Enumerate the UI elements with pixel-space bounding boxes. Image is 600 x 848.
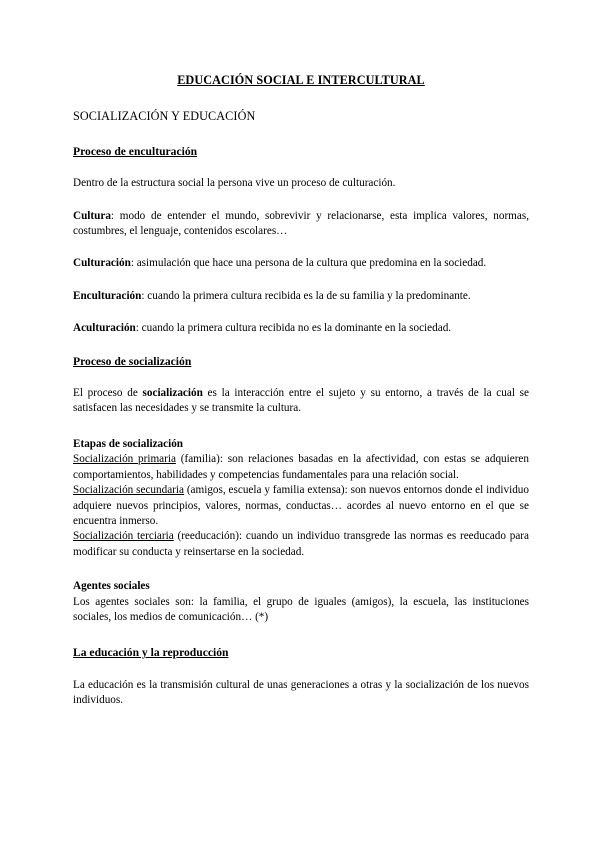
stage-primary <box>73 452 529 483</box>
term-aculturacion: Aculturación <box>73 322 136 335</box>
definition-cultura <box>73 209 529 240</box>
heading-reproduction: La educación y la reproducción <box>73 646 229 660</box>
paragraph-intro: Dentro de la estructura social la persona vive un proceso de culturación. <box>73 177 396 190</box>
stage-tertiary-text: (reeducación): cuando un individuo transgrede las normas es reeducado para modificar su conducta y reinsertarse en la sociedad. <box>73 530 529 558</box>
heading-socialization: Proceso de socialización <box>73 354 192 368</box>
text-cultura: : modo de entender el mundo, sobrevivir y relacionarse, esta implica valores, normas, costumbres, el lenguaje, contenidos escolares… <box>73 209 529 238</box>
definition-aculturacion <box>73 321 529 336</box>
document-title: EDUCACIÓN SOCIAL E INTERCULTURAL <box>177 73 425 87</box>
definition-culturacion <box>73 256 529 271</box>
section-title: SOCIALIZACIÓN Y EDUCACIÓN <box>73 109 256 124</box>
socialization-text-post: es la interacción entre el sujeto y su entorno, a través de la cual se satisfacen las necesidades y se transmite la cultura. <box>73 387 529 415</box>
stage-primary-text: (familia): son relaciones basadas en la afectividad, con estas se adquieren comportamientos, habilidades y competencias fundamentales para una relación social. <box>73 453 529 481</box>
socialization-text-pre: El proceso de <box>73 387 143 400</box>
stage-primary-name: Socialización primaria <box>73 453 176 466</box>
heading-agents: Agentes sociales <box>73 580 150 593</box>
stage-secondary-text: (amigos, escuela y familia extensa): son nuevos entornos donde el individuo adquiere nuevos principios, valores, normas, conductas… acordes al nuevo entorno en el que se encuentra inmerso. <box>73 484 529 527</box>
text-culturacion: : asimulación que hace una persona de la cultura que predomina en la sociedad. <box>130 257 487 270</box>
socialization-term: socialización <box>142 387 203 400</box>
definition-enculturacion <box>73 289 529 304</box>
paragraph-reproduction: La educación es la transmisión cultural de unas generaciones a otras y la socialización de los nuevos individuos. <box>73 678 529 707</box>
heading-enculturation: Proceso de enculturación <box>73 144 198 158</box>
stage-secondary-name: Socialización secundaria <box>73 484 184 497</box>
paragraph-socialization <box>73 386 529 417</box>
term-culturacion: Culturación <box>73 257 131 270</box>
text-enculturacion: : cuando la primera cultura recibida es la de su familia y la predominante. <box>141 289 471 302</box>
term-enculturacion: Enculturación <box>73 289 142 302</box>
stage-secondary <box>73 483 529 529</box>
paragraph-agents: Los agentes sociales son: la familia, el grupo de iguales (amigos), la escuela, las instituciones sociales, los medios de comunicación… (*) <box>73 595 529 623</box>
heading-stages: Etapas de socialización <box>73 437 184 450</box>
stage-tertiary <box>73 529 529 560</box>
stage-tertiary-name: Socialización terciaria <box>73 530 174 543</box>
term-cultura: Cultura <box>73 209 111 222</box>
text-aculturacion: : cuando la primera cultura recibida no es la dominante en la sociedad. <box>135 322 452 335</box>
